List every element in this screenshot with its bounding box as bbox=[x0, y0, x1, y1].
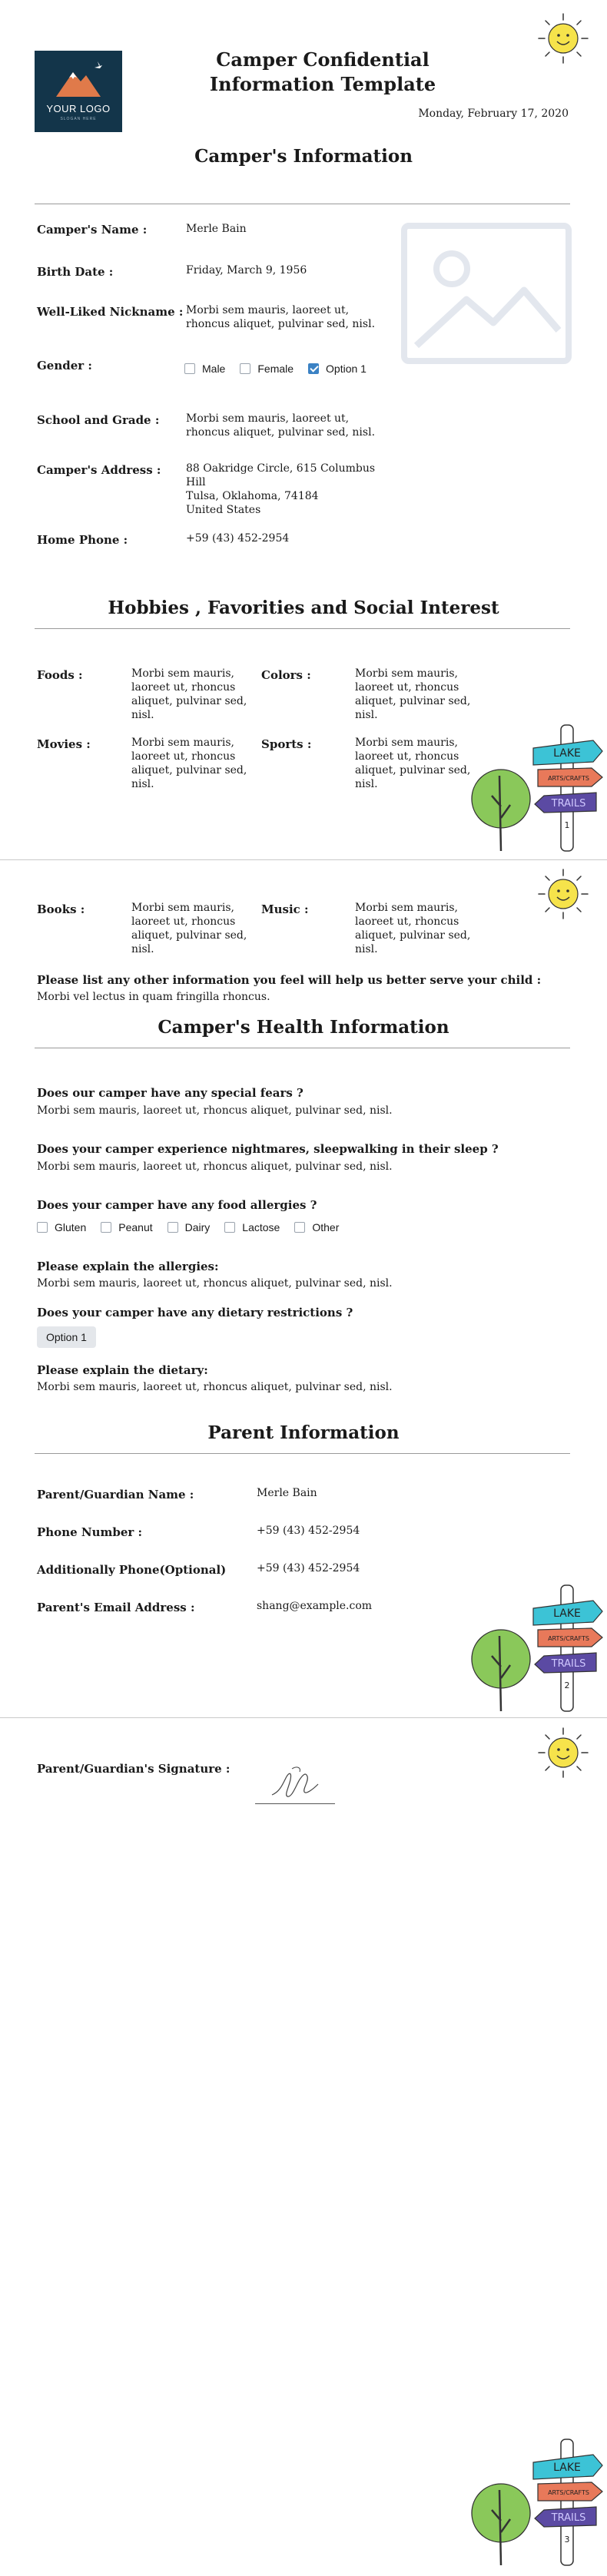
music-label: Music : bbox=[261, 902, 309, 916]
home-phone-label: Home Phone : bbox=[37, 533, 128, 547]
colors-label: Colors : bbox=[261, 668, 311, 682]
trails-sign-text: TRAILS bbox=[551, 2512, 586, 2524]
explain-dietary-question: Please explain the dietary: bbox=[37, 1363, 208, 1377]
document-date: Monday, February 17, 2020 bbox=[418, 108, 569, 120]
books-value[interactable]: Morbi sem mauris, laoreet ut, rhoncus aliquet, pulvinar sed, nisl. bbox=[131, 902, 247, 955]
hobbies-title: Hobbies , Favorities and Social Interest bbox=[108, 598, 499, 618]
fears-answer[interactable]: Morbi sem mauris, laoreet ut, rhoncus aliquet, pulvinar sed, nisl. bbox=[37, 1104, 393, 1117]
checkbox-checked[interactable] bbox=[308, 363, 319, 374]
signature-label: Parent/Guardian's Signature : bbox=[37, 1762, 231, 1776]
checkbox[interactable] bbox=[101, 1222, 111, 1233]
address-label: Camper's Address : bbox=[37, 463, 161, 477]
gender-options bbox=[184, 363, 381, 375]
page-number: 3 bbox=[564, 2535, 570, 2545]
allergy-options bbox=[37, 1221, 353, 1233]
camp-signpost-icon bbox=[466, 2436, 607, 2568]
birth-date-label: Birth Date : bbox=[37, 265, 114, 279]
phone-number-label: Phone Number : bbox=[37, 1525, 143, 1539]
arts-sign-text: ARTS/CRAFTS bbox=[548, 1635, 589, 1642]
address-line: 88 Oakridge Circle, 615 Columbus bbox=[186, 462, 376, 475]
arts-sign-text: ARTS/CRAFTS bbox=[548, 775, 589, 782]
photo-placeholder-icon[interactable] bbox=[401, 223, 572, 364]
nightmares-question: Does your camper experience nightmares, sleepwalking in their sleep ? bbox=[37, 1142, 499, 1156]
gender-option-1[interactable]: Option 1 bbox=[308, 363, 367, 375]
checkbox[interactable] bbox=[224, 1222, 235, 1233]
camper-name-label: Camper's Name : bbox=[37, 223, 148, 237]
additional-phone-label: Additionally Phone(Optional) bbox=[37, 1563, 227, 1577]
allergy-option-lactose[interactable]: Lactose bbox=[224, 1221, 280, 1233]
address-line: Hill bbox=[186, 476, 206, 488]
movies-value[interactable]: Morbi sem mauris, laoreet ut, rhoncus aliquet, pulvinar sed, nisl. bbox=[131, 737, 247, 790]
additional-phone-value[interactable]: +59 (43) 452-2954 bbox=[257, 1562, 360, 1574]
parent-email-label: Parent's Email Address : bbox=[37, 1601, 195, 1614]
lake-sign-text: LAKE bbox=[553, 2462, 581, 2474]
other-info-answer[interactable]: Morbi vel lectus in quam fringilla rhoncus. bbox=[37, 991, 270, 1003]
explain-allergies-question: Please explain the allergies: bbox=[37, 1260, 219, 1273]
books-label: Books : bbox=[37, 902, 85, 916]
address-line: United States bbox=[186, 504, 261, 516]
phone-number-value[interactable]: +59 (43) 452-2954 bbox=[257, 1525, 360, 1537]
camper-info-title: Camper's Information bbox=[194, 146, 413, 167]
arts-sign-text: ARTS/CRAFTS bbox=[548, 2489, 589, 2496]
allergy-option-dairy[interactable]: Dairy bbox=[168, 1221, 211, 1233]
lake-sign-text: LAKE bbox=[553, 1608, 581, 1620]
sun-icon bbox=[532, 11, 594, 66]
gender-label: Gender : bbox=[37, 359, 92, 372]
foods-label: Foods : bbox=[37, 668, 83, 682]
checkbox[interactable] bbox=[184, 363, 195, 374]
signature-line bbox=[255, 1803, 335, 1804]
explain-dietary-answer[interactable]: Morbi sem mauris, laoreet ut, rhoncus aliquet, pulvinar sed, nisl. bbox=[37, 1381, 393, 1393]
camp-signpost-icon bbox=[466, 722, 607, 854]
company-logo bbox=[35, 51, 122, 132]
movies-label: Movies : bbox=[37, 737, 91, 751]
sports-value[interactable]: Morbi sem mauris, laoreet ut, rhoncus aliquet, pulvinar sed, nisl. bbox=[355, 737, 471, 790]
section-divider bbox=[35, 1453, 570, 1454]
home-phone-value[interactable]: +59 (43) 452-2954 bbox=[186, 532, 290, 545]
document-title: Camper Confidential Information Template bbox=[209, 48, 436, 95]
dietary-option-pill[interactable]: Option 1 bbox=[37, 1326, 96, 1348]
school-grade-label: School and Grade : bbox=[37, 413, 160, 427]
parent-email-value[interactable]: shang@example.com bbox=[257, 1600, 373, 1612]
trails-sign-text: TRAILS bbox=[551, 798, 586, 810]
allergy-option-gluten[interactable]: Gluten bbox=[37, 1221, 86, 1233]
address-line: Tulsa, Oklahoma, 74184 bbox=[186, 490, 319, 502]
page-number: 1 bbox=[564, 820, 570, 830]
dietary-restrictions-question: Does your camper have any dietary restrictions ? bbox=[37, 1306, 353, 1319]
camper-name-value[interactable]: Merle Bain bbox=[186, 223, 247, 235]
camp-signpost-icon bbox=[466, 1582, 607, 1714]
signature-image[interactable] bbox=[269, 1761, 323, 1803]
health-title: Camper's Health Information bbox=[158, 1017, 449, 1038]
parent-name-label: Parent/Guardian Name : bbox=[37, 1488, 194, 1502]
other-info-question: Please list any other information you feel will help us better serve your child : bbox=[37, 973, 542, 987]
address-value[interactable] bbox=[186, 462, 386, 517]
allergy-option-peanut[interactable]: Peanut bbox=[101, 1221, 152, 1233]
page-number: 2 bbox=[564, 1680, 570, 1690]
sun-icon bbox=[532, 866, 594, 922]
gender-option-female[interactable]: Female bbox=[240, 363, 294, 375]
logo-text: YOUR LOGO bbox=[46, 103, 111, 114]
parent-info-title: Parent Information bbox=[207, 1422, 400, 1443]
sports-label: Sports : bbox=[261, 737, 312, 751]
page-break bbox=[0, 1717, 607, 1718]
colors-value[interactable]: Morbi sem mauris, laoreet ut, rhoncus aliquet, pulvinar sed, nisl. bbox=[355, 667, 471, 721]
school-grade-value[interactable]: Morbi sem mauris, laoreet ut, rhoncus aliquet, pulvinar sed, nisl. bbox=[186, 412, 376, 439]
section-divider bbox=[35, 628, 570, 629]
foods-value[interactable]: Morbi sem mauris, laoreet ut, rhoncus aliquet, pulvinar sed, nisl. bbox=[131, 667, 247, 721]
allergy-option-other[interactable]: Other bbox=[294, 1221, 339, 1233]
gender-option-male[interactable]: Male bbox=[184, 363, 225, 375]
page-break bbox=[0, 859, 607, 860]
food-allergies-question: Does your camper have any food allergies ? bbox=[37, 1198, 317, 1212]
trails-sign-text: TRAILS bbox=[551, 1658, 586, 1670]
checkbox[interactable] bbox=[168, 1222, 178, 1233]
checkbox[interactable] bbox=[294, 1222, 305, 1233]
parent-name-value[interactable]: Merle Bain bbox=[257, 1487, 317, 1499]
checkbox[interactable] bbox=[240, 363, 250, 374]
fears-question: Does our camper have any special fears ? bbox=[37, 1086, 304, 1100]
music-value[interactable]: Morbi sem mauris, laoreet ut, rhoncus aliquet, pulvinar sed, nisl. bbox=[355, 902, 471, 955]
nightmares-answer[interactable]: Morbi sem mauris, laoreet ut, rhoncus aliquet, pulvinar sed, nisl. bbox=[37, 1161, 393, 1173]
mountain-logo-icon bbox=[35, 51, 122, 104]
explain-allergies-answer[interactable]: Morbi sem mauris, laoreet ut, rhoncus aliquet, pulvinar sed, nisl. bbox=[37, 1277, 393, 1290]
checkbox[interactable] bbox=[37, 1222, 48, 1233]
birth-date-value[interactable]: Friday, March 9, 1956 bbox=[186, 264, 307, 276]
nickname-value[interactable]: Morbi sem mauris, laoreet ut, rhoncus aliquet, pulvinar sed, nisl. bbox=[186, 304, 376, 330]
lake-sign-text: LAKE bbox=[553, 747, 581, 760]
logo-slogan: SLOGAN HERE bbox=[60, 117, 97, 121]
nickname-label: Well-Liked Nickname : bbox=[37, 305, 184, 319]
sun-icon bbox=[532, 1725, 594, 1780]
